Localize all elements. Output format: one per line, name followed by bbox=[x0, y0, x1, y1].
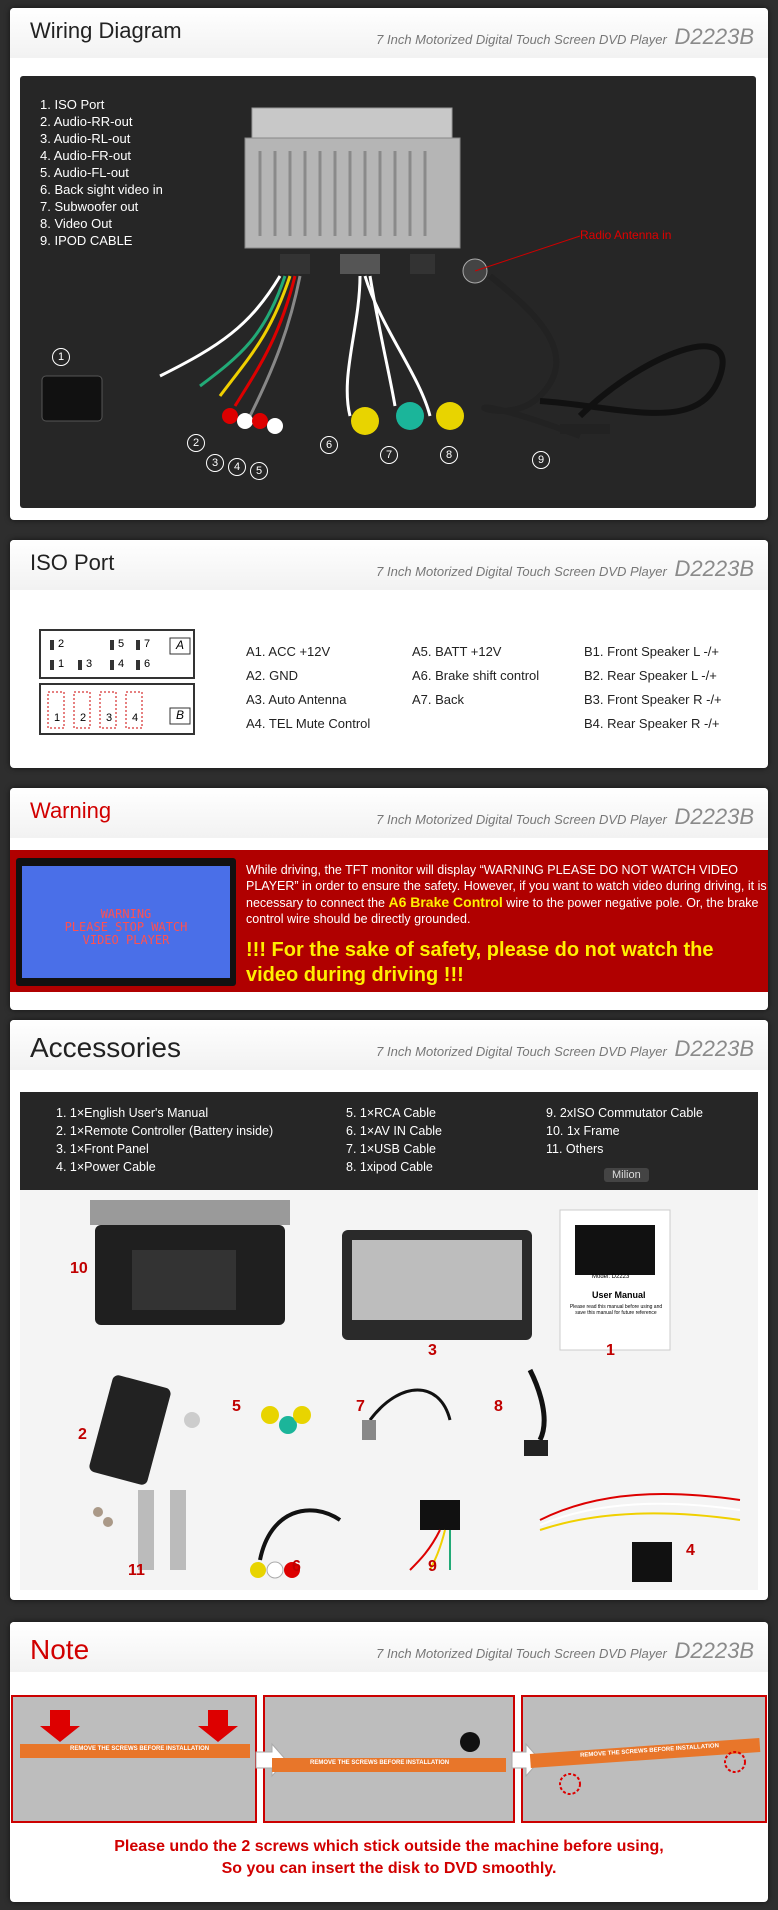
accessory-number: 3 bbox=[428, 1342, 437, 1359]
accessory-number: 11 bbox=[128, 1562, 145, 1579]
warning-safety-text: !!! For the sake of safety, please do not watch the video during driving !!! bbox=[246, 939, 714, 986]
accessories-photo bbox=[20, 1190, 758, 1590]
acc-col1 bbox=[56, 1104, 273, 1176]
list-item: 1. ISO Port bbox=[40, 97, 105, 112]
list-item: 7. Subwoofer out bbox=[40, 199, 139, 214]
manual-note: Please read this manual before using and save this manual for future reference bbox=[569, 1304, 663, 1316]
wiring-panel bbox=[10, 8, 768, 520]
iso-header bbox=[10, 540, 768, 590]
subtitle-text: 7 Inch Motorized Digital Touch Screen DVD Player bbox=[376, 32, 667, 47]
warning-panel bbox=[10, 788, 768, 1010]
warning-description bbox=[246, 862, 768, 927]
subtitle-text: 7 Inch Motorized Digital Touch Screen DVD Player bbox=[376, 1044, 667, 1059]
subtitle-text: 7 Inch Motorized Digital Touch Screen DVD Player bbox=[376, 1646, 667, 1661]
list-item: 8. Video Out bbox=[40, 216, 113, 231]
warning-text-post: wire to the power negative pole. Or, the brake control wire should be directly grounded. bbox=[246, 896, 759, 926]
iso-pin-label: 3 bbox=[86, 658, 93, 670]
accessories-header bbox=[10, 1020, 768, 1070]
iso-item: B2. Rear Speaker L -/+ bbox=[584, 668, 717, 683]
note-steps-illustration bbox=[10, 1694, 768, 1824]
note-panel bbox=[10, 1622, 768, 1902]
accessory-number: 8 bbox=[494, 1398, 503, 1415]
accessory-number: 10 bbox=[70, 1260, 88, 1277]
iso-pin-label: 5 bbox=[118, 638, 125, 650]
warning-text-pre: While driving, the TFT monitor will display “WARNING PLEASE DO NOT WATCH VIDEO PLAYER” in order to ensure the safety. However, if you want to watch video during driving, it is necessary to connect the bbox=[246, 863, 767, 910]
acc-item: 8. 1xipod Cable bbox=[346, 1160, 433, 1174]
note-steps bbox=[10, 1694, 768, 1824]
wiring-image bbox=[20, 76, 756, 508]
iso-item: B1. Front Speaker L -/+ bbox=[584, 644, 720, 659]
iso-pin-label: 1 bbox=[54, 712, 61, 724]
acc-item: 10. 1x Frame bbox=[546, 1124, 620, 1138]
accessory-number: 9 bbox=[428, 1558, 437, 1575]
subtitle-text: 7 Inch Motorized Digital Touch Screen DVD Player bbox=[376, 812, 667, 827]
warning-screen bbox=[16, 858, 236, 986]
accessory-number: 1 bbox=[606, 1342, 615, 1359]
acc-item: 6. 1×AV IN Cable bbox=[346, 1124, 443, 1138]
acc-col3 bbox=[546, 1104, 703, 1158]
iso-pin-label: 6 bbox=[144, 658, 151, 670]
iso-subtitle bbox=[376, 556, 754, 582]
accessory-number: 2 bbox=[78, 1426, 87, 1443]
manual-model: Model: D2223 bbox=[592, 1274, 630, 1280]
acc-item: 7. 1×USB Cable bbox=[346, 1142, 436, 1156]
wiring-number: 7 bbox=[380, 446, 398, 464]
wiring-title: Wiring Diagram bbox=[30, 18, 182, 43]
wiring-number: 3 bbox=[206, 454, 224, 472]
warning-subtitle bbox=[376, 804, 754, 830]
screen-line: VIDEO PLAYER bbox=[82, 933, 170, 947]
note-text bbox=[10, 1836, 768, 1880]
iso-item: A6. Brake shift control bbox=[412, 668, 540, 683]
tape-label: REMOVE THE SCREWS BEFORE INSTALLATION bbox=[70, 1746, 210, 1752]
iso-panel bbox=[10, 540, 768, 768]
acc-item: 9. 2xISO Commutator Cable bbox=[546, 1106, 704, 1120]
iso-item: A2. GND bbox=[246, 668, 299, 683]
wiring-number: 9 bbox=[532, 451, 550, 469]
iso-block-a: A bbox=[176, 638, 185, 652]
screen-line: WARNING bbox=[100, 907, 152, 921]
iso-pin-label: 1 bbox=[58, 658, 65, 670]
acc-item: 1. 1×English User's Manual bbox=[56, 1106, 209, 1120]
tape-label: REMOVE THE SCREWS BEFORE INSTALLATION bbox=[579, 1743, 720, 1759]
iso-col1 bbox=[246, 644, 370, 740]
antenna-label: Radio Antenna in bbox=[580, 228, 672, 242]
note-title: Note bbox=[30, 1634, 90, 1665]
note-line: So you can insert the disk to DVD smoothly. bbox=[221, 1860, 557, 1877]
warning-band bbox=[10, 850, 768, 992]
dvd-unit-illustration bbox=[20, 76, 756, 508]
iso-item: B4. Rear Speaker R -/+ bbox=[584, 716, 720, 731]
model-number: D2223B bbox=[674, 1638, 754, 1663]
accessory-number: 6 bbox=[292, 1558, 301, 1575]
note-line: Please undo the 2 screws which stick outside the machine before using, bbox=[114, 1838, 664, 1855]
subtitle-text: 7 Inch Motorized Digital Touch Screen DVD Player bbox=[376, 564, 667, 579]
warning-title: Warning bbox=[30, 798, 112, 823]
accessories-illustration bbox=[20, 1190, 758, 1590]
warning-header bbox=[10, 788, 768, 838]
iso-pin-label: 2 bbox=[58, 638, 65, 650]
iso-pin-label: 4 bbox=[132, 712, 139, 724]
list-item: 5. Audio-FL-out bbox=[40, 165, 129, 180]
accessories-list-band bbox=[20, 1092, 758, 1190]
note-subtitle bbox=[376, 1638, 754, 1664]
note-header bbox=[10, 1622, 768, 1672]
model-number: D2223B bbox=[674, 1036, 754, 1061]
iso-item: A5. BATT +12V bbox=[412, 644, 502, 659]
list-item: 4. Audio-FR-out bbox=[40, 148, 132, 163]
wiring-number: 8 bbox=[440, 446, 458, 464]
iso-item: A3. Auto Antenna bbox=[246, 692, 347, 707]
wiring-subtitle bbox=[376, 24, 754, 50]
list-item: 9. IPOD CABLE bbox=[40, 233, 133, 248]
iso-col3 bbox=[584, 644, 722, 740]
wiring-number: 1 bbox=[52, 348, 70, 366]
acc-col2 bbox=[346, 1104, 442, 1176]
model-number: D2223B bbox=[674, 556, 754, 581]
iso-pin-label: 7 bbox=[144, 638, 151, 650]
iso-pin-label: 2 bbox=[80, 712, 87, 724]
warning-text-highlight: A6 Brake Control bbox=[388, 894, 503, 910]
accessories-subtitle bbox=[376, 1036, 754, 1062]
warning-screen-display bbox=[22, 866, 230, 978]
screen-line: PLEASE STOP WATCH bbox=[64, 920, 188, 934]
wiring-number: 6 bbox=[320, 436, 338, 454]
iso-col2 bbox=[412, 644, 539, 716]
acc-item: 3. 1×Front Panel bbox=[56, 1142, 149, 1156]
iso-block-b: B bbox=[176, 708, 185, 722]
list-item: 2. Audio-RR-out bbox=[40, 114, 133, 129]
accessory-number: 4 bbox=[686, 1542, 695, 1559]
iso-pin-label: 4 bbox=[118, 658, 125, 670]
list-item: 3. Audio-RL-out bbox=[40, 131, 131, 146]
wiring-header bbox=[10, 8, 768, 58]
model-number: D2223B bbox=[674, 24, 754, 49]
acc-item: 2. 1×Remote Controller (Battery inside) bbox=[56, 1124, 274, 1138]
list-item: 6. Back sight video in bbox=[40, 182, 163, 197]
accessory-number: 5 bbox=[232, 1398, 241, 1415]
acc-item: 4. 1×Power Cable bbox=[56, 1160, 156, 1174]
accessories-panel bbox=[10, 1020, 768, 1600]
iso-pin-label: 3 bbox=[106, 712, 113, 724]
iso-item: B3. Front Speaker R -/+ bbox=[584, 692, 722, 707]
wiring-number: 5 bbox=[250, 462, 268, 480]
brand-badge: Milion bbox=[604, 1168, 649, 1182]
iso-item: A1. ACC +12V bbox=[246, 644, 331, 659]
model-number: D2223B bbox=[674, 804, 754, 829]
wiring-number: 4 bbox=[228, 458, 246, 476]
acc-item: 11. Others bbox=[546, 1142, 604, 1156]
accessory-number: 7 bbox=[356, 1398, 365, 1415]
iso-item: A4. TEL Mute Control bbox=[246, 716, 371, 731]
acc-item: 5. 1×RCA Cable bbox=[346, 1106, 436, 1120]
iso-title: ISO Port bbox=[30, 550, 115, 575]
accessories-title: Accessories bbox=[30, 1032, 181, 1063]
iso-item: A7. Back bbox=[412, 692, 465, 707]
wiring-number: 2 bbox=[187, 434, 205, 452]
tape-label: REMOVE THE SCREWS BEFORE INSTALLATION bbox=[310, 1760, 450, 1766]
manual-title: User Manual bbox=[592, 1290, 646, 1300]
